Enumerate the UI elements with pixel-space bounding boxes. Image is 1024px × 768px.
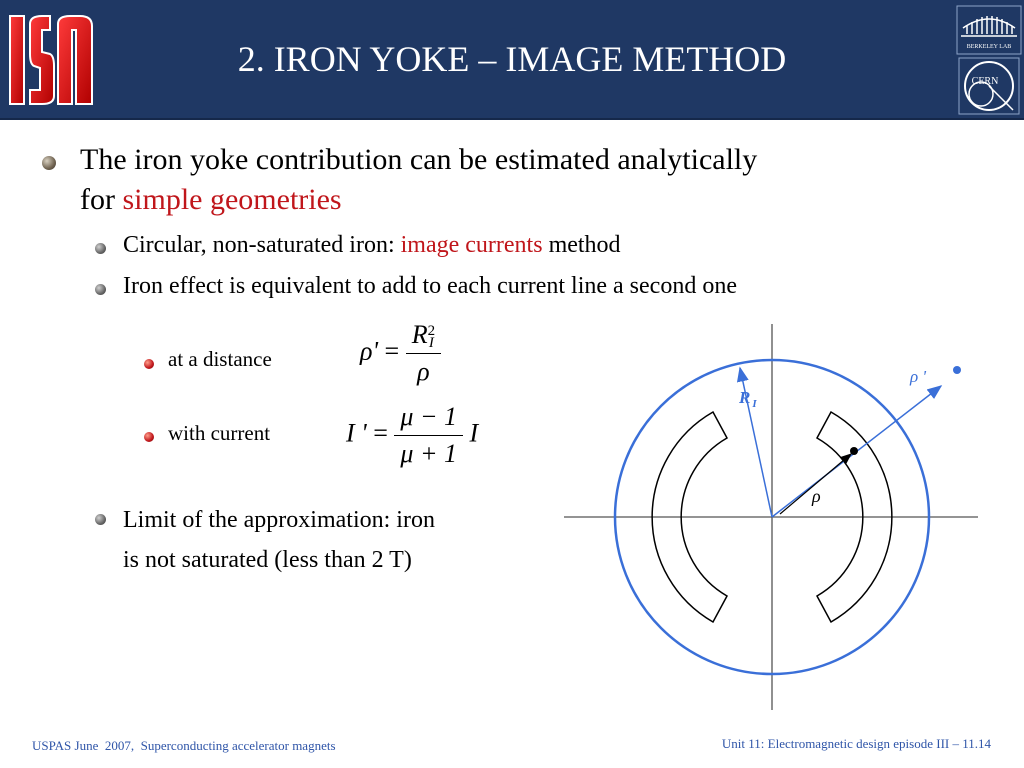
sub-bullet-text: Circular, non-saturated iron: (123, 232, 401, 258)
footer-unit: Unit 11: Electromagnetic design episode III – 11.14 (721, 736, 991, 751)
image-current-point (953, 366, 961, 374)
formula-I: I (469, 418, 479, 448)
formula-equals: = (373, 418, 388, 448)
sub-bullet-image-currents (123, 230, 621, 260)
bullet-icon (144, 432, 154, 442)
formula-current (346, 402, 478, 469)
sub-bullet-limit (123, 500, 435, 580)
label-R-I: R $_I$ (739, 388, 757, 410)
main-bullet-text: The iron yoke contribution can be estimated analytically (80, 143, 758, 176)
formula-R: R (411, 320, 428, 349)
formula-numerator (406, 320, 441, 354)
bullet-icon (95, 243, 106, 254)
berkeley-cern-logos (955, 4, 1023, 116)
formula-R-sub: I (428, 335, 434, 352)
label-rho-prime: ρ ' (910, 367, 927, 386)
footer-course: USPAS June 2007, Superconducting accelerator magnets (32, 738, 336, 753)
header-bar (0, 0, 1024, 120)
formula-fraction (394, 402, 463, 469)
sub-bullet-iron-effect: Iron effect is equivalent to add to each current line a second one (123, 273, 737, 299)
formula-I-prime: I ' (346, 418, 367, 448)
bullet-icon (144, 359, 154, 369)
svg-text:BERKELEY LAB: BERKELEY LAB (966, 44, 1012, 50)
formula-rho-prime: ρ' (360, 336, 379, 366)
label-rho: ρ (812, 486, 821, 506)
main-bullet-highlight: simple geometries (122, 183, 342, 216)
formula-fraction (406, 320, 441, 387)
bullet-icon (95, 284, 106, 295)
formula-denominator: μ + 1 (400, 439, 457, 468)
main-bullet (80, 140, 960, 220)
svg-text:CERN: CERN (971, 76, 999, 87)
formula-R-sup: 2 (427, 323, 436, 340)
sub-bullet-suffix: method (542, 232, 621, 258)
formula-distance (360, 320, 441, 387)
sub-sub-bullet-current: with current (168, 421, 271, 445)
current-line-point (850, 447, 858, 455)
image-method-diagram (556, 318, 986, 718)
sub-bullet-line1: Limit of the approximation: iron (123, 507, 435, 533)
page-title: 2. IRON YOKE – IMAGE METHOD (237, 39, 787, 79)
bullet-icon (95, 514, 106, 525)
main-bullet-prefix: for (80, 183, 123, 216)
sub-bullet-highlight: image currents (400, 232, 543, 258)
formula-equals: = (384, 336, 400, 366)
formula-denominator: ρ (417, 357, 430, 386)
bullet-icon (42, 156, 56, 170)
formula-numerator: μ − 1 (394, 402, 463, 436)
sub-bullet-line2: is not saturated (less than 2 T) (123, 547, 412, 573)
sub-sub-bullet-distance: at a distance (168, 347, 272, 371)
